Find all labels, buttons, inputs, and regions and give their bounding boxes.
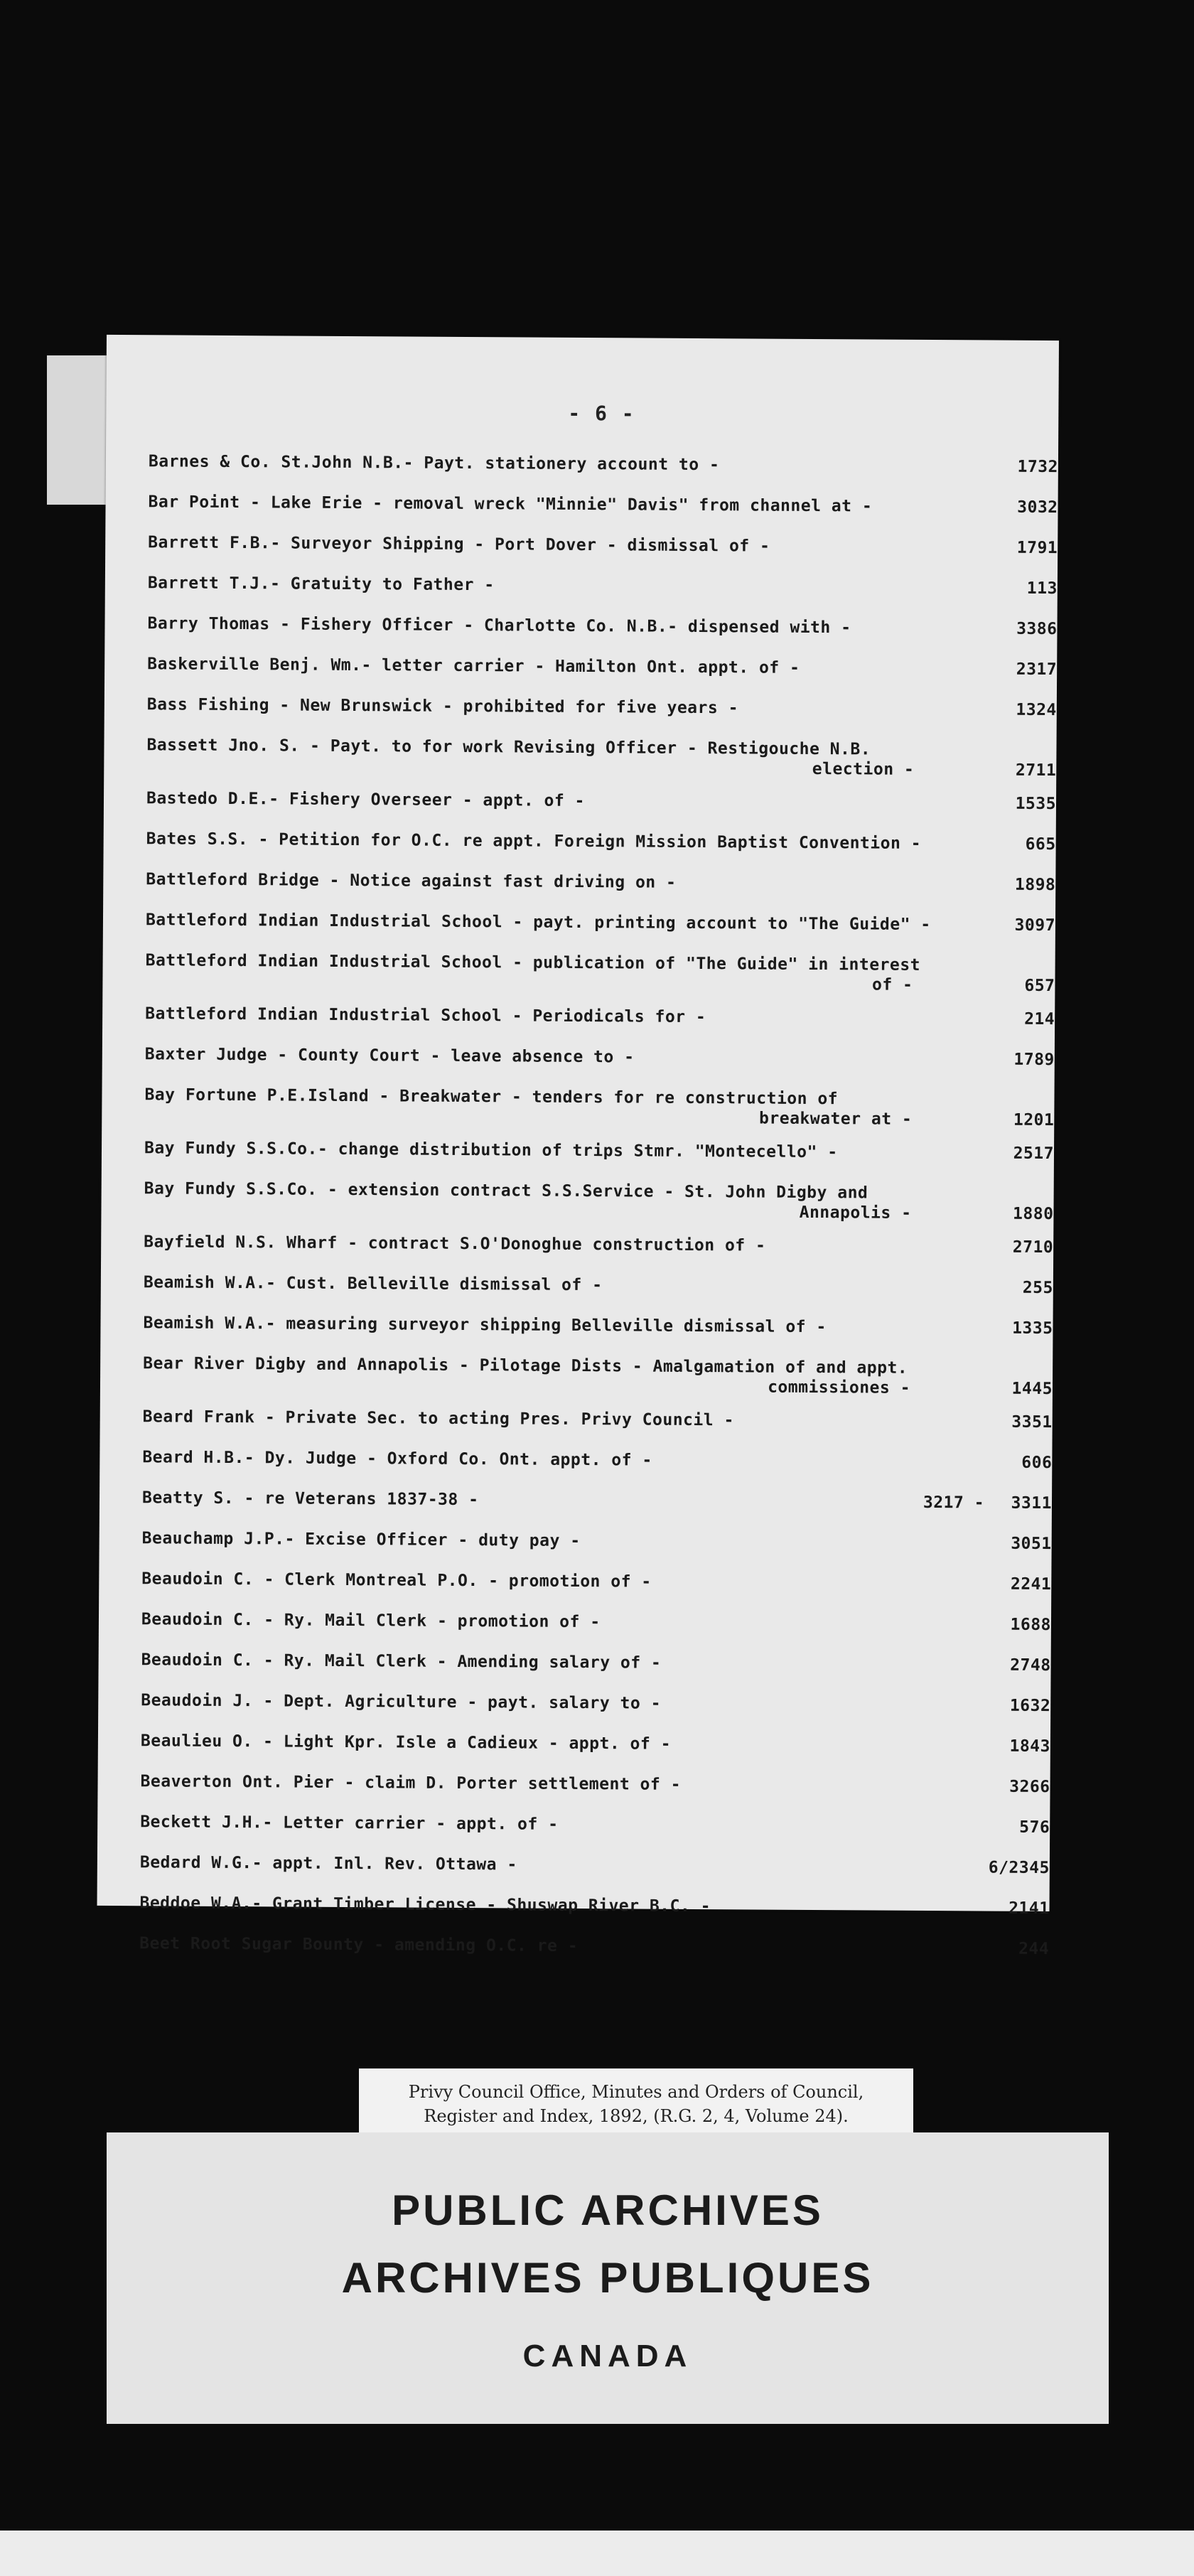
entry-page-number: 1324 [1016, 700, 1057, 720]
entry-text: Beard H.B.- Dy. Judge - Oxford Co. Ont. appt. of - [142, 1448, 652, 1470]
index-entry [145, 1004, 1055, 1051]
entry-text: Beaudoin J. - Dept. Agriculture - payt. salary to - [141, 1691, 662, 1713]
index-entry [145, 951, 1055, 1010]
entry-text: Battleford Indian Industrial School - payt. printing account to "The Guide" - [145, 911, 931, 935]
index-entry [144, 1179, 1053, 1238]
entry-text: Beaudoin C. - Ry. Mail Clerk - promotion of - [141, 1610, 601, 1632]
entry-text: Beet Root Sugar Bounty - amending O.C. re - [139, 1934, 579, 1955]
entry-page-number: 214 [1024, 1009, 1055, 1029]
index-entry [147, 655, 1057, 701]
entry-page-number: 1201 [1013, 1110, 1055, 1130]
entry-page-number: 244 [1018, 1939, 1050, 1959]
entry-page-number: 2141 [1009, 1899, 1050, 1918]
index-entry [147, 695, 1057, 741]
entry-continuation: commissiones - [768, 1378, 911, 1397]
entry-page-number: 2317 [1016, 660, 1058, 680]
index-entry [141, 1691, 1050, 1737]
entry-continuation: election - [812, 759, 915, 779]
entry-page-number: 113 [1026, 579, 1058, 599]
index-entry [148, 574, 1058, 620]
entry-page-number: 1632 [1009, 1696, 1051, 1716]
entry-text: Beddoe W.A.- Grant Timber License - Shuswap River B.C. - [139, 1894, 711, 1916]
index-entry [149, 452, 1058, 498]
entry-page-number: 2241 [1010, 1574, 1052, 1594]
entry-extra-number: 3217 - [923, 1493, 985, 1513]
index-entry [144, 1085, 1054, 1144]
entry-text: Bedard W.G.- appt. Inl. Rev. Ottawa - [139, 1853, 517, 1874]
index-entry [140, 1853, 1050, 1899]
entry-text: Bastedo D.E.- Fishery Overseer - appt. of - [146, 789, 586, 811]
index-entry [144, 1233, 1053, 1279]
entry-text: Bayfield N.S. Wharf - contract S.O'Donoghue construction of - [144, 1233, 766, 1255]
index-entry [146, 789, 1056, 835]
index-entry [141, 1651, 1050, 1697]
index-entry [146, 830, 1055, 876]
entry-text: Beaudoin C. - Clerk Montreal P.O. - promotion of - [141, 1569, 652, 1592]
entry-text: Bassett Jno. S. - Payt. to for work Revising Officer - Restigouche N.B. [146, 736, 871, 759]
index-entry [141, 1529, 1051, 1575]
index-entry [146, 736, 1056, 795]
entry-page-number: 1445 [1011, 1379, 1053, 1399]
entry-page-number: 1335 [1012, 1319, 1053, 1338]
index-entry [139, 1894, 1049, 1940]
entry-page-number: 2710 [1012, 1238, 1054, 1257]
entry-text: Barry Thomas - Fishery Officer - Charlotte Co. N.B.- dispensed with - [147, 614, 851, 638]
entry-text: Bay Fundy S.S.Co. - extension contract S.S.Service - St. John Digby and [144, 1179, 868, 1203]
entry-page-number: 1880 [1013, 1204, 1054, 1224]
entry-continuation: of - [871, 975, 913, 994]
index-page [97, 335, 1059, 1959]
entry-text: Bay Fortune P.E.Island - Breakwater - tenders for re construction of [144, 1085, 839, 1109]
entry-page-number: 1791 [1016, 538, 1058, 558]
index-entry [144, 1139, 1054, 1185]
entry-page-number: 1688 [1010, 1615, 1052, 1635]
entry-text: Battleford Bridge - Notice against fast driving on - [146, 870, 677, 892]
entry-text: Beckett J.H.- Letter carrier - appt. of - [140, 1813, 559, 1834]
entry-page-number: 3386 [1016, 619, 1058, 639]
index-entries [139, 452, 1058, 1980]
entry-text: Bates S.S. - Petition for O.C. re appt. Foreign Mission Baptist Convention - [146, 830, 922, 853]
entry-text: Battleford Indian Industrial School - Periodicals for - [145, 1004, 706, 1027]
entry-page-number: 2517 [1013, 1144, 1055, 1164]
index-entry [144, 1273, 1053, 1319]
entry-text: Baxter Judge - County Court - leave absence to - [144, 1045, 635, 1067]
entry-page-number: 1535 [1015, 794, 1057, 814]
index-entry [148, 493, 1058, 539]
entry-page-number: 1898 [1014, 875, 1056, 895]
entry-page-number: 3351 [1011, 1412, 1053, 1432]
entry-page-number: 1732 [1017, 457, 1058, 477]
entry-text: Beaverton Ont. Pier - claim D. Porter settlement of - [140, 1772, 682, 1794]
entry-page-number: 6/2345 [988, 1858, 1050, 1878]
index-entry [148, 533, 1058, 579]
entry-text: Barrett F.B.- Surveyor Shipping - Port Dover - dismissal of - [148, 533, 770, 556]
entry-page-number: 255 [1022, 1278, 1053, 1298]
index-entry [142, 1448, 1052, 1494]
entry-page-number: 2711 [1015, 761, 1057, 780]
entry-page-number: 2748 [1010, 1655, 1051, 1675]
bottom-strip [0, 2531, 1194, 2576]
entry-text: Bass Fishing - New Brunswick - prohibited for five years - [146, 695, 739, 718]
entry-page-number: 665 [1025, 834, 1056, 854]
index-entry [147, 614, 1057, 660]
banner-archives-publiques: ARCHIVES PUBLIQUES [341, 2254, 874, 2302]
entry-text: Beatty S. - re Veterans 1837-38 - [141, 1488, 479, 1510]
index-entry [141, 1610, 1051, 1656]
entry-page-number: 606 [1021, 1453, 1053, 1473]
index-entry [145, 1045, 1055, 1091]
index-entry [141, 1732, 1050, 1778]
entry-page-number: 576 [1019, 1818, 1050, 1837]
entry-page-number: 3097 [1014, 916, 1056, 935]
entry-page-number: 3051 [1011, 1534, 1052, 1554]
entry-text: Bear River Digby and Annapolis - Pilotage Dists - Amalgamation of and appt. [143, 1354, 908, 1378]
index-entry [141, 1569, 1051, 1616]
entry-page-number: 657 [1024, 976, 1055, 996]
index-entry [140, 1772, 1050, 1818]
entry-text: Barnes & Co. St.John N.B.- Payt. stationery account to - [148, 452, 720, 475]
index-entry [146, 870, 1055, 916]
entry-text: Beard Frank - Private Sec. to acting Pres. Privy Council - [142, 1407, 734, 1430]
index-entry [140, 1813, 1050, 1859]
index-entry [146, 911, 1055, 957]
entry-text: Barrett T.J.- Gratuity to Father - [147, 574, 495, 595]
entry-page-number: 1789 [1013, 1050, 1055, 1070]
entry-text: Beamish W.A.- measuring surveyor shipping Belleville dismissal of - [143, 1314, 827, 1337]
entry-text: Bar Point - Lake Erie - removal wreck "Minnie" Davis" from channel at - [148, 493, 873, 516]
entry-page-number: 3032 [1017, 498, 1058, 517]
entry-continuation: Annapolis - [799, 1203, 912, 1223]
entry-text: Beaulieu O. - Light Kpr. Isle a Cadieux - appt. of - [140, 1732, 672, 1754]
index-entry [142, 1488, 1052, 1535]
banner-public-archives: PUBLIC ARCHIVES [392, 2186, 824, 2234]
page-number: - 6 - [568, 401, 635, 426]
entry-text: Bay Fundy S.S.Co.- change distribution of trips Stmr. "Montecello" - [144, 1139, 838, 1162]
entry-text: Beaudoin C. - Ry. Mail Clerk - Amending salary of - [141, 1651, 662, 1673]
index-entry [142, 1407, 1052, 1454]
entry-text: Battleford Indian Industrial School - publication of "The Guide" in interest [145, 951, 921, 975]
banner-canada: CANADA [522, 2339, 693, 2373]
entry-continuation: breakwater at - [758, 1109, 913, 1129]
index-entry [143, 1354, 1053, 1413]
entry-text: Beauchamp J.P.- Excise Officer - duty pay - [141, 1529, 581, 1551]
entry-page-number: 1843 [1009, 1737, 1050, 1756]
entry-page-number: 3266 [1009, 1777, 1050, 1797]
entry-text: Baskerville Benj. Wm.- letter carrier - Hamilton Ont. appt. of - [147, 655, 800, 677]
index-entry [139, 1934, 1049, 1980]
archives-banner [107, 2132, 1109, 2424]
entry-text: Beamish W.A.- Cust. Belleville dismissal of - [143, 1273, 603, 1295]
index-entry [143, 1314, 1053, 1360]
archive-reference-line-2: Register and Index, 1892, (R.G. 2, 4, Volume 24). [424, 2106, 849, 2126]
archive-reference-line-1: Privy Council Office, Minutes and Orders of Council, [408, 2082, 864, 2102]
entry-page-number: 3311 [1011, 1493, 1053, 1513]
